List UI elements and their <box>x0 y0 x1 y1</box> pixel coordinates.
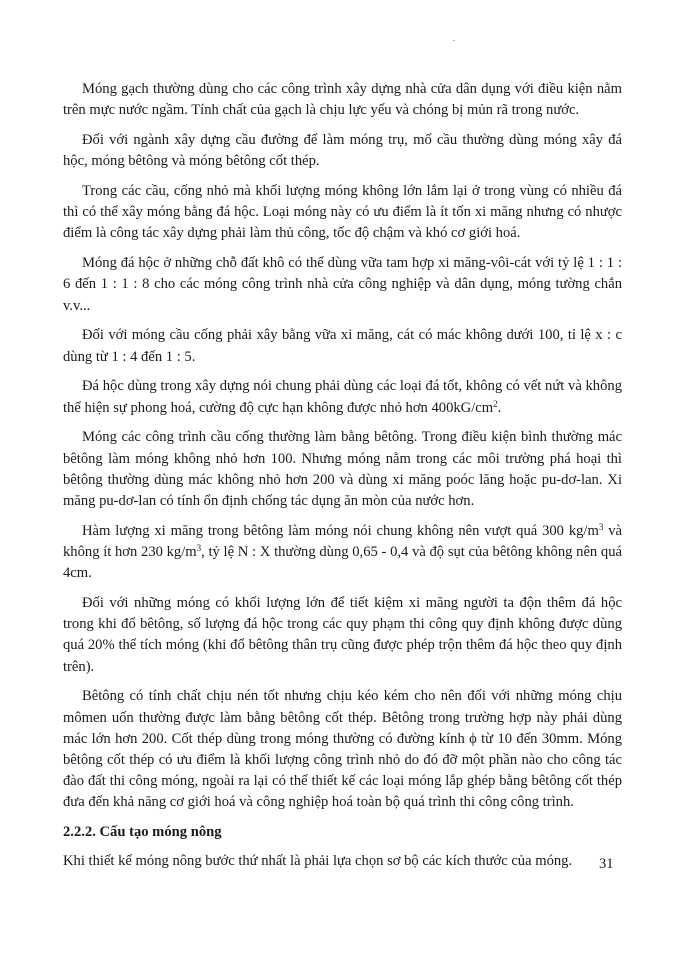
paragraph-rubble-stone: Trong các cầu, cống nhỏ mà khối lượng móng không lớn lắm lại ở trong vùng có nhiều đá thì có thể xây móng bằng đá hộc. Loại móng này có ưu điểm là ít tốn xi măng nhưng có nhược điểm là công tác xây dựng phải làm thủ công, tốc độ chậm và khó cơ giới hoá. <box>63 183 622 242</box>
paragraph-rubble-concrete: Đối với những móng có khối lượng lớn để tiết kiệm xi măng người ta độn thêm đá hộc trong khi đổ bêtông, số lượng đá hộc trong các quy phạm thi công quy định không được dùng quá 20% thể tích móng (khi đổ bêtông thân trụ cũng được phép trộn thêm đá hộc theo quy định trên). <box>63 595 622 675</box>
cement-part-1: Hàm lượng xi măng trong bêtông làm móng nói chung không nên vượt quá 300 kg/m <box>82 522 599 539</box>
paragraph-cement-content <box>63 521 622 585</box>
scan-speck <box>453 40 455 41</box>
section-intro: Khi thiết kế móng nông bước thứ nhất là phải lựa chọn sơ bộ các kích thước của móng. <box>63 853 573 870</box>
cement-part-3: , tỷ lệ N : X thường dùng 0,65 - 0,4 và độ sụt của bêtông không nên quá 4cm. <box>63 544 622 582</box>
paragraph-culvert-mortar: Đối với móng cầu cống phải xây bằng vữa xi măng, cát có mác không dưới 100, tỉ lệ x : c dùng từ 1 : 4 đến 1 : 5. <box>63 327 622 365</box>
stone-quality-tail: . <box>497 399 502 416</box>
cement-part-2: và không ít hơn 230 kg/m <box>63 522 622 561</box>
paragraph-stone-quality <box>63 376 622 418</box>
section-heading: 2.2.2. Cấu tạo móng nông <box>63 824 222 841</box>
stone-quality-text: Đá hộc dùng trong xây dựng nói chung phải dùng các loại đá tốt, không có vết nứt và không thể hiện sự phong hoá, cường độ cực hạn không được nhỏ hơn 400kG/cm <box>63 378 622 416</box>
paragraph-concrete-grade: Móng các công trình cầu cống thường làm bằng bêtông. Trong điều kiện bình thường mác bêtông làm móng không nhỏ hơn 100. Nhưng móng nằm trong các môi trường phá hoại thì bêtông thường dùng mác không nhỏ hơn 200 và dùng xi măng poóc lăng hoặc pu-dơ-lan. Xi măng pu-dơ-lan có tính ổn định chống tác dụng ăn mòn của nước hơn. <box>63 429 622 510</box>
paragraph-mortar-ratio: Móng đá hộc ở những chỗ đất khô có thể dùng vữa tam hợp xi măng-vôi-cát với tỷ lệ 1 : 1 : 6 đến 1 : 1 : 8 cho các móng công trình nhà cửa công nghiệp và dân dụng, móng tường chắn v.v... <box>63 255 622 314</box>
paragraph-reinforced-concrete: Bêtông có tính chất chịu nén tốt nhưng chịu kéo kém cho nên đối với những móng chịu mômen uốn thường được làm bằng bêtông cốt thép. Bêtông trong trường hợp này phải dùng mác lớn hơn 200. Cốt thép dùng trong móng thường có đường kính ϕ từ 10 đến 30mm. Móng bêtông cốt thép có ưu điểm là khối lượng công trình nhỏ do đó đỡ một phần nào cho công tác đào đất thi công móng, ngoài ra lại có thể thiết kế các loại móng lắp ghép bằng bêtông cốt thép đưa đến khả năng cơ giới hoá và công nghiệp hoá toàn bộ quá trình thi công công trình. <box>63 688 622 811</box>
page-number: 31 <box>599 856 614 872</box>
paragraph-brick-foundation: Móng gạch thường dùng cho các công trình xây dựng nhà cửa dân dụng với điều kiện nằm trên mực nước ngầm. Tính chất của gạch là chịu lực yếu và chóng bị mủn rã trong nước. <box>63 81 622 119</box>
paragraph-bridge-foundations: Đối với ngành xây dựng cầu đường để làm móng trụ, mố cầu thường dùng móng xây đá hộc, móng bêtông và móng bêtông cốt thép. <box>63 132 622 170</box>
superscript-3b: 3 <box>196 543 202 554</box>
superscript-3a: 3 <box>598 521 604 532</box>
superscript-2: 2 <box>493 398 498 409</box>
document-body <box>63 79 622 873</box>
